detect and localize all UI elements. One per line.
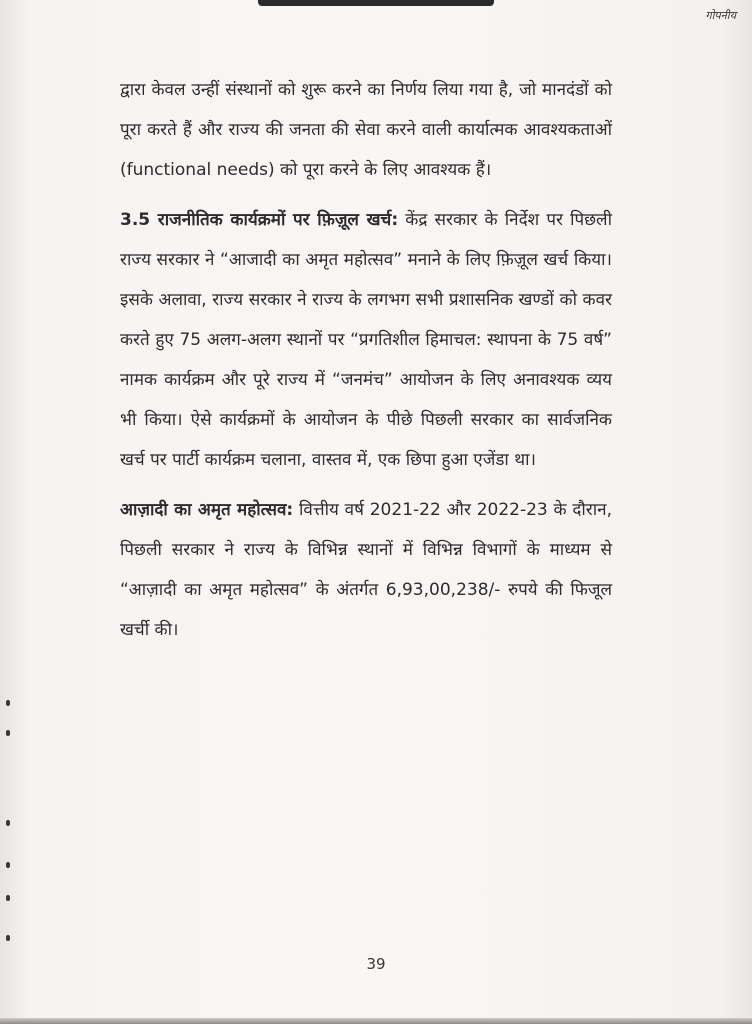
page-bottom-edge — [0, 1018, 752, 1024]
binding-hole-mark — [6, 700, 10, 706]
binding-hole-mark — [6, 730, 10, 736]
paragraph-text: द्वारा केवल उन्हीं संस्थानों को शुरू करने का निर्णय लिया गया है, जो मानदंडों को पूरा करते हैं और राज्य की जनता की सेवा करने वाली कार्यात्मक आवश्यकताओं (functional needs) को पूरा करने के लिए आवश्यक हैं। — [120, 80, 612, 180]
body-text — [120, 70, 612, 650]
paragraph-amrit-mahotsav — [120, 490, 612, 650]
binding-hole-mark — [6, 895, 10, 901]
page-number: 39 — [366, 955, 386, 973]
binding-hole-mark — [6, 820, 10, 826]
confidential-mark: गोपनीय — [705, 9, 736, 22]
paragraph-continued — [120, 70, 612, 190]
scanner-edge-tab — [258, 0, 494, 6]
subsection-heading: आज़ादी का अमृत महोत्सव: — [120, 500, 294, 520]
section-heading: 3.5 राजनीतिक कार्यक्रमों पर फ़िज़ूल खर्च: — [120, 210, 399, 230]
paragraph-section-3-5 — [120, 200, 612, 480]
paragraph-text: केंद्र सरकार के निर्देश पर पिछली राज्य सरकार ने “आजादी का अमृत महोत्सव” मनाने के लिए फ़िज़ूल खर्च किया। इसके अलावा, राज्य सरकार ने राज्य के लगभग सभी प्रशासनिक खण्डों को कवर करते हुए 75 अलग-अलग स्थानों पर “प्रगतिशील हिमाचल: स्थापना के 75 वर्ष” नामक कार्यक्रम और पूरे राज्य में “जनमंच” आयोजन के लिए अनावश्यक व्यय भी किया। ऐसे कार्यक्रमों के आयोजन के पीछे पिछली सरकार का सार्वजनिक खर्च पर पार्टी कार्यक्रम चलाना, वास्तव में, एक छिपा हुआ एजेंडा था। — [120, 210, 612, 470]
paragraph-text: वित्तीय वर्ष 2021-22 और 2022-23 के दौरान, पिछली सरकार ने राज्य के विभिन्न स्थानों में विभिन्न विभागों के माध्यम से “आज़ादी का अमृत महोत्सव” के अंतर्गत 6,93,00,238/- रुपये की फिजूल खर्ची की। — [120, 500, 612, 640]
binding-hole-mark — [6, 935, 10, 941]
binding-hole-mark — [6, 862, 10, 868]
